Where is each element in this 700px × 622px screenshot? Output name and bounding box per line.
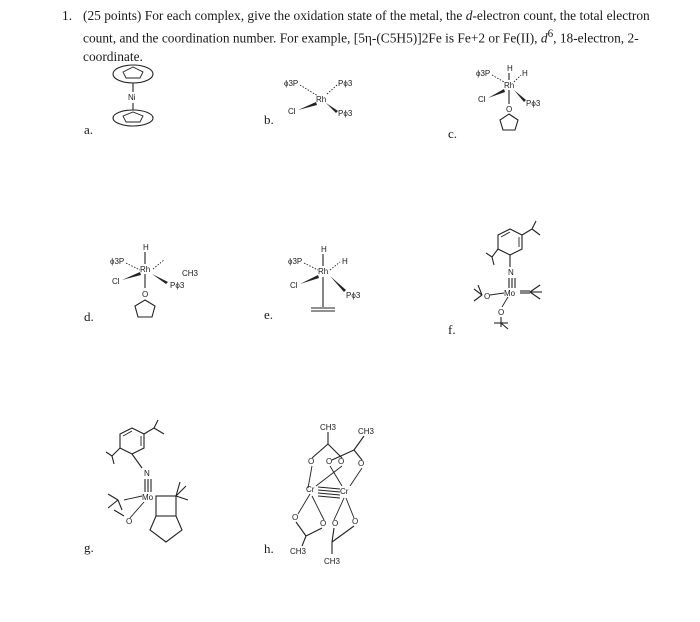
- atom-rh: Rh: [140, 265, 151, 274]
- atom-n: N: [144, 469, 150, 478]
- atom-ph3p: ϕ3P: [284, 79, 299, 88]
- atom-ph3p: ϕ3P: [288, 257, 303, 266]
- atom-o: O: [506, 105, 513, 114]
- atom-ph3p: ϕ3P: [476, 69, 491, 78]
- atom-cl: Cl: [288, 107, 296, 116]
- structure-g: [100, 420, 200, 560]
- atom-o: O: [338, 457, 345, 466]
- structure-c: [470, 62, 560, 142]
- d6-superscript: 6: [547, 28, 554, 40]
- label-c: c.: [448, 126, 458, 141]
- atom-ni: Ni: [128, 93, 136, 102]
- structure-a-nickelocene: [105, 62, 165, 142]
- label-a: a.: [84, 122, 94, 137]
- atom-o: O: [484, 292, 491, 301]
- atom-o: O: [332, 519, 339, 528]
- atom-pph3: Pϕ3: [338, 79, 353, 88]
- atom-pph3: Pϕ3: [170, 281, 185, 290]
- atom-ph3p: ϕ3P: [110, 257, 125, 266]
- atom-cr: Cr: [306, 485, 315, 494]
- question-text-3: -(C5H5)]2Fe is Fe+2 or Fe(II),: [371, 30, 538, 46]
- question-points: (25 points): [83, 8, 142, 23]
- atom-mo: Mo: [504, 289, 516, 298]
- question-text-4: , 18-electron, 2-coordinate.: [83, 30, 639, 65]
- label-g: g.: [84, 540, 94, 555]
- atom-h: H: [522, 69, 528, 78]
- atom-o: O: [320, 519, 327, 528]
- atom-o: O: [292, 513, 299, 522]
- atom-h: H: [507, 64, 513, 73]
- structure-b: [282, 76, 362, 126]
- atom-o: O: [126, 517, 133, 526]
- label-d: d.: [84, 309, 94, 324]
- atom-rh: Rh: [318, 267, 329, 276]
- atom-o: O: [498, 308, 505, 317]
- atom-h: H: [321, 245, 327, 254]
- question-text: [83, 6, 662, 66]
- atom-rh: Rh: [316, 95, 327, 104]
- structure-d: [108, 242, 208, 332]
- atom-o: O: [142, 290, 149, 299]
- atom-o: O: [352, 517, 359, 526]
- atom-o: O: [358, 459, 365, 468]
- atom-cl: Cl: [290, 281, 298, 290]
- question-number: 1.: [62, 8, 73, 23]
- structure-f: [468, 225, 568, 335]
- atom-rh: Rh: [504, 81, 515, 90]
- atom-pph3: Pϕ3: [338, 109, 353, 118]
- atom-o: O: [326, 457, 333, 466]
- atom-h: H: [342, 257, 348, 266]
- atom-pph3: Pϕ3: [526, 99, 541, 108]
- label-e: e.: [264, 307, 274, 322]
- atom-ch3: CH3: [320, 423, 337, 432]
- atom-ch3: CH3: [182, 269, 199, 278]
- label-b: b.: [264, 112, 274, 127]
- structure-e: [286, 242, 376, 322]
- label-f: f.: [448, 322, 456, 337]
- atom-n: N: [508, 268, 514, 277]
- label-h: h.: [264, 541, 274, 556]
- atom-h: H: [143, 243, 149, 252]
- structure-h: [276, 420, 386, 570]
- question-text-2: -electron count, the total electron count, and the coordination number. For example, [: [83, 8, 650, 46]
- atom-ch3: CH3: [358, 427, 375, 436]
- question-block: [62, 6, 662, 66]
- d-italic: d: [465, 8, 473, 23]
- atom-cl: Cl: [112, 277, 120, 286]
- atom-ch3: CH3: [324, 557, 341, 566]
- atom-pph3: Pϕ3: [346, 291, 361, 300]
- atom-o: O: [308, 457, 315, 466]
- atom-cr: Cr: [340, 487, 349, 496]
- atom-cl: Cl: [478, 95, 486, 104]
- question-text-1: For each complex, give the oxidation state of the metal, the: [144, 8, 463, 23]
- d6-italic: d: [540, 30, 548, 46]
- atom-mo: Mo: [142, 493, 154, 502]
- atom-ch3: CH3: [290, 547, 307, 556]
- hapto-symbol: 5η: [358, 30, 372, 46]
